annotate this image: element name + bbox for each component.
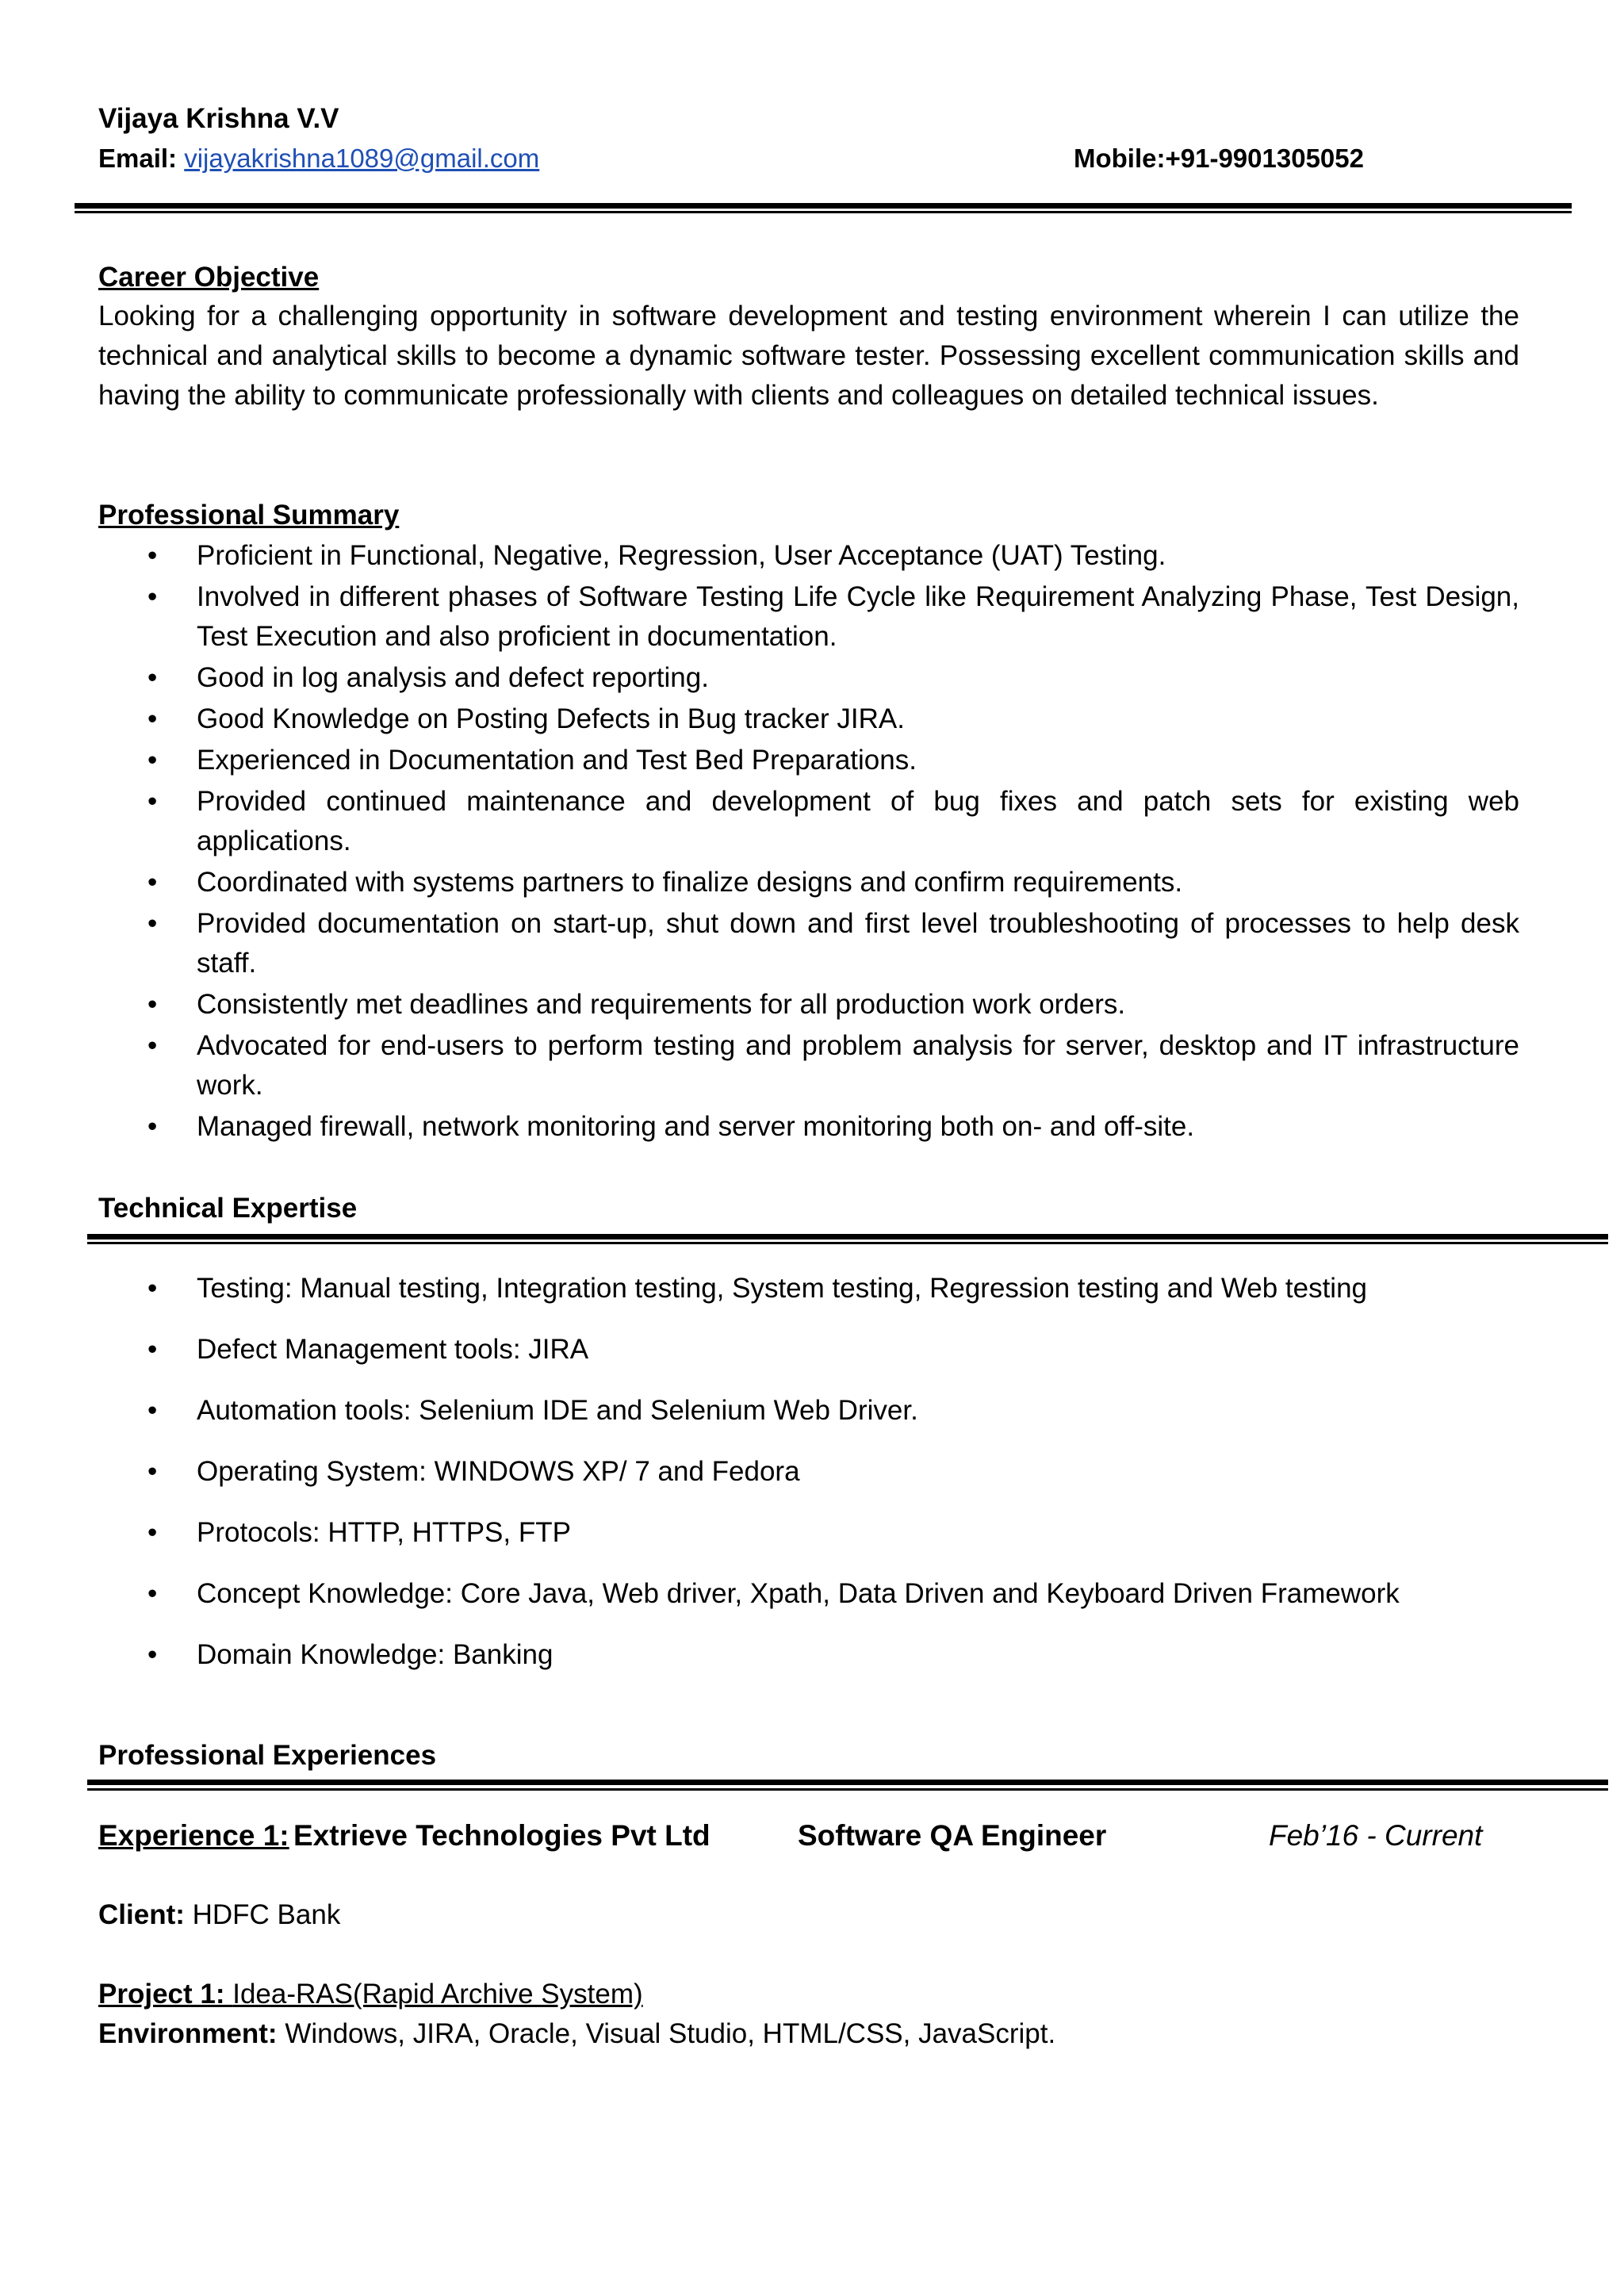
list-item-text: Coordinated with systems partners to finalize designs and confirm requirements. [197,867,1183,898]
bullet-icon: • [147,1334,158,1365]
header-divider-thin [75,211,1572,213]
professional-summary-list [98,536,1519,1148]
list-item-text: Good Knowledge on Posting Defects in Bug tracker JIRA. [197,703,905,734]
technical-divider-thin [87,1242,1608,1244]
job-role: Software QA Engineer [798,1819,1107,1852]
bullet-icon: • [147,786,158,817]
list-item [98,863,1519,902]
list-item-text: Operating System: WINDOWS XP/ 7 and Fedora [197,1456,800,1487]
bullet-icon: • [147,703,158,734]
list-item-text: Provided documentation on start-up, shut down and first level troubleshooting of processes to help desk staff. [197,908,1519,979]
experience-divider-thick [87,1780,1608,1785]
list-item-text: Consistently met deadlines and requirements for all production work orders. [197,989,1126,1020]
list-item-text: Concept Knowledge: Core Java, Web driver, Xpath, Data Driven and Keyboard Driven Framework [197,1578,1400,1609]
list-item [98,1635,1519,1675]
list-item-text: Involved in different phases of Software Testing Life Cycle like Requirement Analyzing Phase, Test Design, Test Execution and also proficient in documentation. [197,581,1519,652]
client-name: HDFC Bank [192,1899,341,1930]
bullet-icon: • [147,745,158,776]
client-line [98,1895,340,1935]
list-item-text: Managed firewall, network monitoring and server monitoring both on- and off-site. [197,1111,1195,1142]
project-line [98,1975,643,2014]
bullet-icon: • [147,662,158,693]
list-item-text: Experienced in Documentation and Test Bed Preparations. [197,745,917,776]
list-item-text: Defect Management tools: JIRA [197,1334,589,1365]
list-item-text: Protocols: HTTP, HTTPS, FTP [197,1517,571,1548]
environment-value: Windows, JIRA, Oracle, Visual Studio, HTML/CSS, JavaScript. [285,2018,1056,2049]
bullet-icon: • [147,1273,158,1304]
list-item [98,1269,1519,1308]
contact-row [98,141,1605,176]
bullet-icon: • [147,1517,158,1548]
bullet-icon: • [147,1395,158,1426]
bullet-icon: • [147,1456,158,1487]
environment-line [98,2014,1055,2054]
candidate-name: Vijaya Krishna V.V [98,103,339,134]
list-item [98,904,1519,983]
technical-expertise-list [98,1269,1519,1696]
header-divider-thick [75,203,1572,209]
technical-divider-thick [87,1234,1608,1239]
list-item-text: Good in log analysis and defect reporting. [197,662,709,693]
list-item-text: Advocated for end-users to perform testing and problem analysis for server, desktop and IT infrastructure work. [197,1030,1519,1101]
list-item [98,699,1519,739]
list-item [98,1330,1519,1370]
list-item-text: Provided continued maintenance and development of bug fixes and patch sets for existing web applications. [197,786,1519,856]
list-item [98,1026,1519,1105]
bullet-icon: • [147,908,158,939]
list-item [98,741,1519,780]
bullet-icon: • [147,1639,158,1670]
list-item [98,782,1519,861]
list-item-text: Domain Knowledge: Banking [197,1639,553,1670]
list-item-text: Automation tools: Selenium IDE and Selenium Web Driver. [197,1395,918,1426]
mobile-number: Mobile:+91-9901305052 [1074,144,1364,173]
email-label: Email: [98,144,178,173]
list-item [98,658,1519,698]
list-item-text: Proficient in Functional, Negative, Regression, User Acceptance (UAT) Testing. [197,540,1166,571]
bullet-icon: • [147,581,158,612]
client-label: Client: [98,1899,185,1930]
email-link[interactable]: vijayakrishna1089@gmail.com [184,144,540,173]
bullet-icon: • [147,1030,158,1061]
technical-expertise-heading: Technical Expertise [98,1193,358,1224]
list-item-text: Testing: Manual testing, Integration testing, System testing, Regression testing and Web testing [197,1273,1367,1304]
list-item [98,1391,1519,1431]
list-item [98,536,1519,576]
bullet-icon: • [147,867,158,898]
career-objective-heading: Career Objective [98,262,320,293]
bullet-icon: • [147,1578,158,1609]
bullet-icon: • [147,540,158,571]
list-item [98,1452,1519,1492]
list-item [98,1574,1519,1614]
project-name: Idea-RAS(Rapid Archive System) [232,1979,643,2010]
project-title [98,1979,643,2010]
experience-label: Experience 1: [98,1819,289,1852]
list-item [98,577,1519,657]
job-period: Feb’16 - Current [1269,1819,1483,1852]
professional-summary-heading: Professional Summary [98,500,400,531]
company-name: Extrieve Technologies Pvt Ltd [293,1819,710,1852]
bullet-icon: • [147,1111,158,1142]
career-objective-text: Looking for a challenging opportunity in software development and testing environment wherein I can utilize the technical and analytical skills to become a dynamic software tester. Possessing excellent communication skills and having the ability to communicate professionally with clients and colleagues on detailed technical issues. [98,301,1519,411]
list-item [98,1107,1519,1147]
experience-divider-thin [87,1788,1608,1791]
bullet-icon: • [147,989,158,1020]
professional-experiences-heading: Professional Experiences [98,1740,437,1771]
list-item [98,985,1519,1025]
list-item [98,1513,1519,1553]
environment-label: Environment: [98,2018,278,2049]
project-label: Project 1: [98,1979,225,2010]
